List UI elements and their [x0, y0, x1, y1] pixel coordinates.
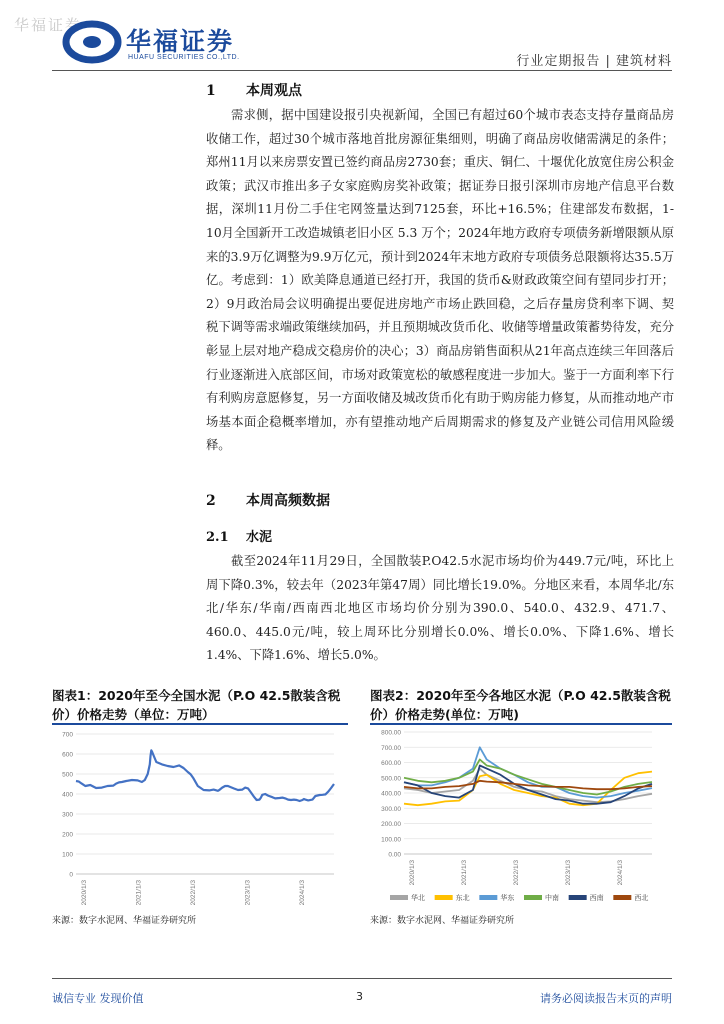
x-tick-label: 2020/1/3 — [409, 860, 416, 886]
section-2-heading — [206, 490, 330, 510]
legend-label: 东北 — [455, 895, 470, 902]
section-2-1-heading — [206, 526, 272, 545]
x-tick-label: 2021/1/3 — [461, 860, 468, 886]
report-type: 行业定期报告 | 建筑材料 — [516, 54, 672, 69]
company-logo — [62, 18, 272, 66]
legend-label: 西北 — [634, 895, 649, 902]
section-number: 2.1 — [206, 530, 229, 545]
figure-1-source: 来源：数字水泥网、华福证券研究所 — [52, 916, 197, 926]
y-tick-label: 400 — [62, 791, 73, 799]
legend-swatch — [390, 895, 408, 900]
x-tick-label: 2021/1/3 — [135, 880, 143, 906]
y-tick-label: 0.00 — [388, 851, 401, 859]
page-number: 3 — [356, 990, 363, 1003]
y-tick-label: 800.00 — [381, 729, 401, 737]
y-tick-label: 0 — [69, 871, 73, 879]
legend-label: 西南 — [589, 895, 604, 902]
figure-2-rule — [370, 723, 672, 725]
x-tick-label: 2024/1/3 — [299, 880, 306, 906]
logo-emblem-icon — [62, 18, 122, 66]
y-tick-label: 500 — [62, 771, 73, 779]
section-number: 1 — [206, 83, 216, 99]
y-tick-label: 700 — [62, 731, 73, 739]
figure-1-title: 图表1：2020年至今全国水泥（P.O 42.5散装含税价）价格走势（单位：万吨） — [52, 688, 341, 722]
legend-swatch — [524, 895, 542, 900]
logo-english-name: HUAFU SECURITIES CO.,LTD. — [128, 54, 240, 61]
x-tick-label: 2023/1/3 — [244, 880, 252, 906]
section-1-paragraph: 需求侧，据中国建设报引央视新闻，全国已有超过60个城市表态支持存量商品房收储工作，超过30个城市落地首批房源征集细则，明确了商品房收储需满足的条件；郑州11月以来房票安置已签约商品房2730套；重庆、铜仁、十堰优化放宽住房公积金政策；武汉市推出多子女家庭购房奖补政策；据证券日报引深圳市房地产信息平台数据，深圳11月份二手住宅网签量达到7125套，环比+16.5%；住建部发布数据，1-10月全国新开工改造城镇老旧小区 5.3 万个；2024年地方政府专项债务新增限额从原来的3.9万亿调整为9.9万亿元，预计到2024年末地方政府专项债务总限额将达35.5万亿。考虑到：1）欧美降息通道已经打开，我国的货币&财政政策空间有望同步打开；2）9月政治局会议明确提出要促进房地产市场止跌回稳，之后存量房贷利率下调、契税下调等需求端政策继续加码，并且预期城改货币化、收储等增量政策蓄势待发，充分彰显上层对地产稳成交稳房价的决心；3）商品房销售面积从21年高点连续三年回落后行业逐渐进入底部区间，市场对政策宽松的敏感程度进一步加大。鉴于一方面利率下行有利购房意愿修复，另一方面收储及城改货币化有助于购房能力修复，从而推动地产市场基本面企稳概率增加，亦有望推动地产后周期需求的修复及产业链公司信用风险缓释。 — [206, 108, 674, 453]
y-tick-label: 100.00 — [381, 836, 401, 844]
legend-label: 中南 — [545, 895, 559, 902]
figure-2-title: 图表2：2020年至今各地区水泥（P.O 42.5散装含税价）价格走势(单位：万吨) — [370, 688, 671, 722]
header-divider — [52, 70, 672, 71]
section-2-1-paragraph: 截至2024年11月29日，全国散装P.O42.5水泥市场均价为449.7元/吨，环比上周下降0.3%，较去年（2023年第47周）同比增长19.0%。分地区来看，本周华北/东北/华东/华南/西南西北地区市场均价分别为390.0、540.0、432.9、471.7、460.0、445.0元/吨，较上周环比分别增长0.0%、增长0.0%、下降1.6%、增长1.4%、下降1.6%、增长5.0%。 — [206, 554, 674, 663]
x-tick-label: 2022/1/3 — [190, 880, 197, 906]
section-number: 2 — [206, 493, 216, 509]
footer-divider — [52, 978, 672, 979]
y-tick-label: 400.00 — [381, 790, 401, 798]
y-tick-label: 500.00 — [381, 775, 401, 783]
x-tick-label: 2022/1/3 — [513, 860, 520, 886]
y-tick-label: 200 — [62, 831, 73, 839]
series-line-全国 — [76, 750, 334, 801]
legend-swatch — [613, 895, 631, 900]
footer-slogan: 诚信专业 发现价值 — [52, 992, 144, 1005]
footer-disclaimer: 请务必阅读报告末页的声明 — [540, 992, 672, 1005]
x-tick-label: 2020/1/3 — [81, 880, 88, 906]
legend-label: 华东 — [500, 895, 515, 902]
figure-1-rule — [52, 723, 348, 725]
figure-1-chart — [52, 726, 348, 910]
legend-label: 华北 — [411, 895, 425, 902]
y-tick-label: 200.00 — [381, 821, 401, 828]
y-tick-label: 300 — [62, 811, 73, 819]
section-1-heading — [206, 80, 302, 100]
y-tick-label: 100 — [62, 851, 73, 859]
figure-2-source: 来源：数字水泥网、华福证券研究所 — [370, 916, 515, 926]
watermark: 华福证券 — [14, 16, 83, 34]
legend-swatch — [435, 895, 453, 900]
figure-2-chart — [370, 726, 672, 910]
x-tick-label: 2023/1/3 — [565, 860, 572, 886]
section-title: 水泥 — [246, 530, 273, 545]
section-title: 本周观点 — [246, 83, 302, 99]
y-tick-label: 700.00 — [381, 744, 401, 752]
logo-chinese-name: 华福证券 — [126, 27, 235, 56]
y-tick-label: 300.00 — [381, 805, 401, 813]
x-tick-label: 2024/1/3 — [617, 860, 624, 886]
section-title: 本周高频数据 — [246, 493, 330, 509]
legend-swatch — [569, 895, 587, 900]
y-tick-label: 600.00 — [381, 760, 401, 767]
legend-swatch — [479, 895, 497, 900]
y-tick-label: 600 — [62, 751, 73, 759]
